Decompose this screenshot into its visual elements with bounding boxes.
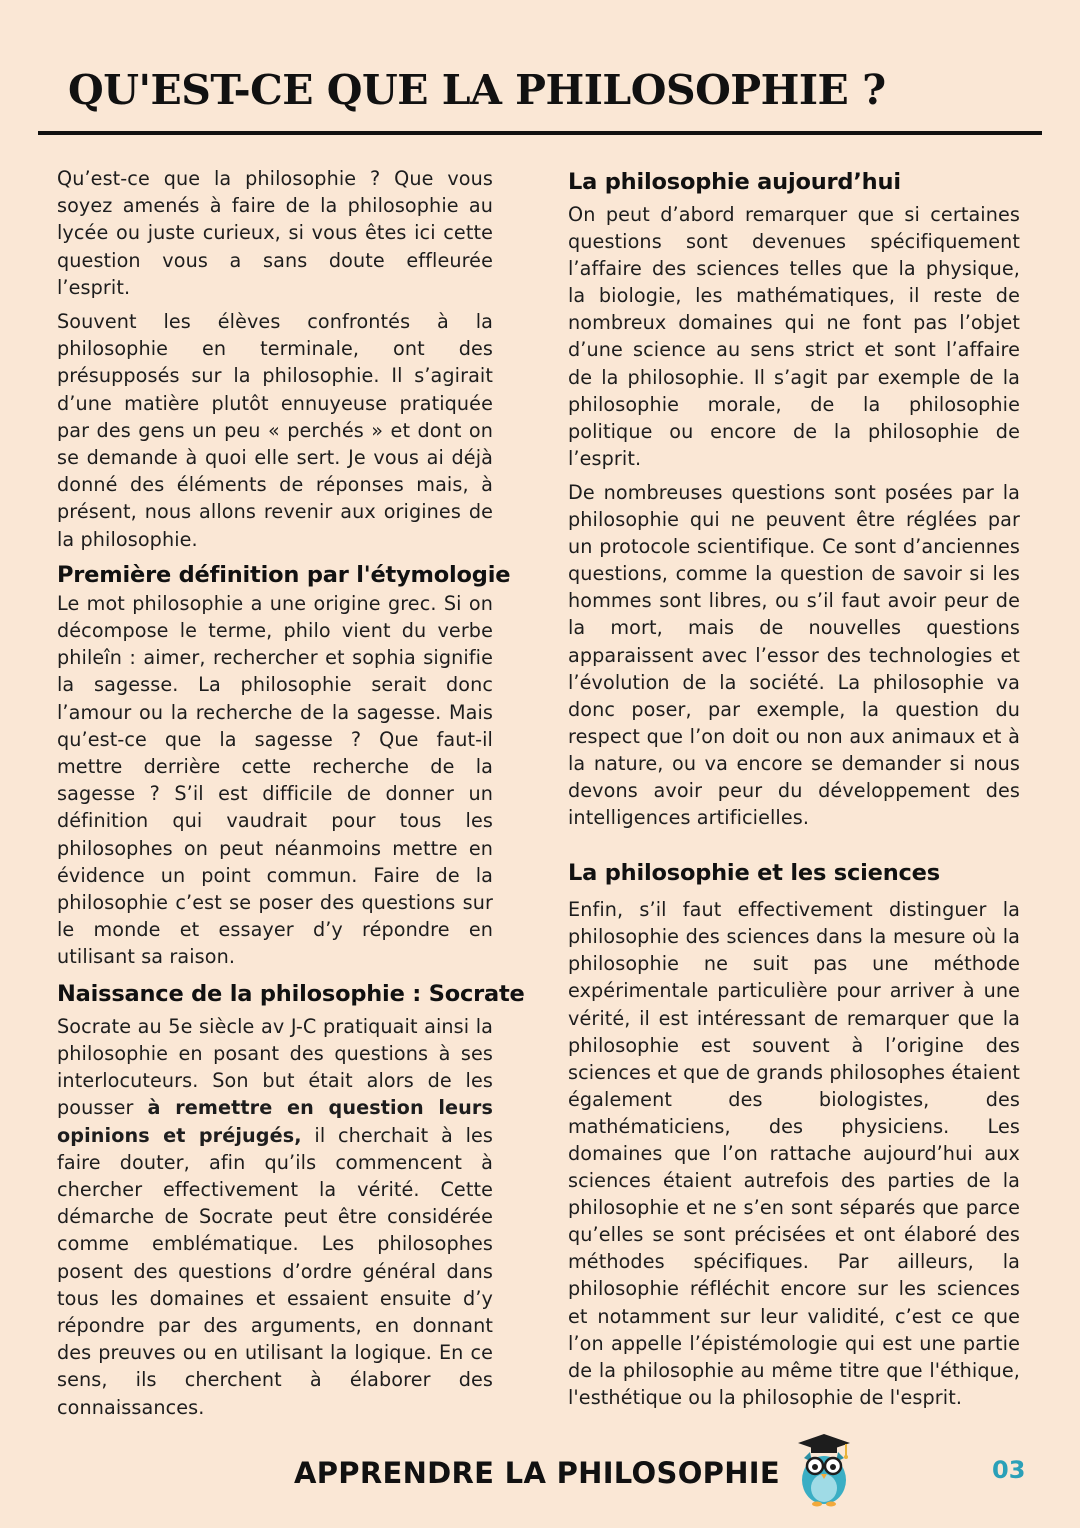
socrate-heading: Naissance de la philosophie : Socrate <box>57 980 525 1007</box>
intro-paragraph-1: Qu’est-ce que la philosophie ? Que vous soyez amenés à faire de la philosophie au lycée ou juste curieux, si vous êtes ici cette question vous a sans doute effleurée l’esprit. <box>57 167 493 299</box>
etymology-paragraph: Le mot philosophie a une origine grec. Si on décompose le terme, philo vient du verbe phileîn : aimer, rechercher et sophia signifie la sagesse. La philosophie serait donc l’amour ou la recherche de la sagesse. Mais qu’est-ce que la sagesse ? Que faut-il mettre derrière cette recherche de la sagesse ? S’il est difficile de donner un définition qui vaudrait pour tous les philosophes on peut néanmoins mettre en évidence un point commun. Faire de la philosophie c’est se poser des questions sur le monde et essayer d’y répondre en utilisant sa raison. <box>57 591 493 969</box>
sciences-heading: La philosophie et les sciences <box>568 860 940 887</box>
etymology-heading: Première définition par l'étymologie <box>57 561 511 588</box>
owl-graduate-icon <box>794 1430 854 1508</box>
title-divider <box>38 131 1042 135</box>
today-paragraph-2: De nombreuses questions sont posées par la philosophie qui ne peuvent être réglées par un protocole scientifique. Ce sont d’anciennes questions, comme la question de savoir si les hommes sont libres, ou s’il faut avoir peur de la mort, mais de nouvelles questions apparaissent avec l’essor des technologies et l’évolution de la société. La philosophie va donc poser, par exemple, la question du respect que l’on doit ou non aux animaux et à la nature, ou va encore se demander si nous devons avoir peur du développement des intelligences artificielles. <box>568 480 1020 830</box>
right-column <box>568 167 1020 1418</box>
footer-brand: APPRENDRE LA PHILOSOPHIE <box>294 1456 780 1490</box>
today-heading: La philosophie aujourd’hui <box>568 169 901 195</box>
socrate-paragraph <box>57 1013 493 1421</box>
sciences-paragraph: Enfin, s’il faut effectivement distinguer la philosophie des sciences dans la mesure où la philosophie ne suit pas une méthode expérimentale particulière pour arriver à une vérité, il est intéressant de remarquer que la philosophie est souvent à l’origine des sciences et que de grands philosophes étaient également des biologistes, des mathématiciens, des physiciens. Les domaines que l’on rattache aujourd’hui aux sciences étaient autrefois des parties de la philosophie et ne s’en sont séparés que parce qu’elles se sont précisées et ont élaboré des méthodes spécifiques. Par ailleurs, la philosophie réfléchit encore sur les sciences et notamment sur leur validité, c’est ce que l’on appelle l’épistémologie qui est une partie de la philosophie au même titre que l'éthique, l'esthétique ou la philosophie de l'esprit. <box>568 898 1020 1409</box>
page-number: 03 <box>992 1456 1026 1484</box>
left-column <box>57 165 525 1428</box>
today-paragraph-1: On peut d’abord remarquer que si certaines questions sont devenues spécifiquement l’affaire des sciences telles que la physique, la biologie, les mathématiques, il reste de nombreux domaines qui ne font pas l’objet d’une science au sens strict et sont l’affaire de la philosophie. Il s’agit par exemple de la philosophie morale, de la philosophie politique ou encore de la philosophie de l’esprit. <box>568 203 1020 470</box>
socrate-text-bold: à remettre en question leurs opinions et préjugés, <box>57 1096 493 1147</box>
intro-paragraph-2: Souvent les élèves confrontés à la philosophie en terminale, ont des présupposés sur la philosophie. Il s’agirait d’une matière plutôt ennuyeuse pratiquée par des gens un peu « perchés » et dont on se demande à quoi elle sert. Je vous ai déjà donné des éléments de réponses mais, à présent, nous allons revenir aux origines de la philosophie. <box>57 310 493 551</box>
page-title: QU'EST-CE QUE LA PHILOSOPHIE ? <box>68 66 886 114</box>
socrate-text-start: Socrate au 5e siècle av J-C pratiquait ainsi la philosophie en posant des questions à ses interlocuteurs. Son but était alors de les pousser <box>57 1014 493 1120</box>
socrate-text-end: il cherchait à les faire douter, afin qu’ils commencent à chercher effectivement la vérité. Cette démarche de Socrate peut être considérée comme emblématique. Les philosophes posent des questions d’ordre général dans tous les domaines et essaient ensuite d’y répondre par des arguments, en donnant des preuves ou en utilisant la logique. En ce sens, ils cherchent à élaborer des connaissances. <box>57 1123 494 1419</box>
